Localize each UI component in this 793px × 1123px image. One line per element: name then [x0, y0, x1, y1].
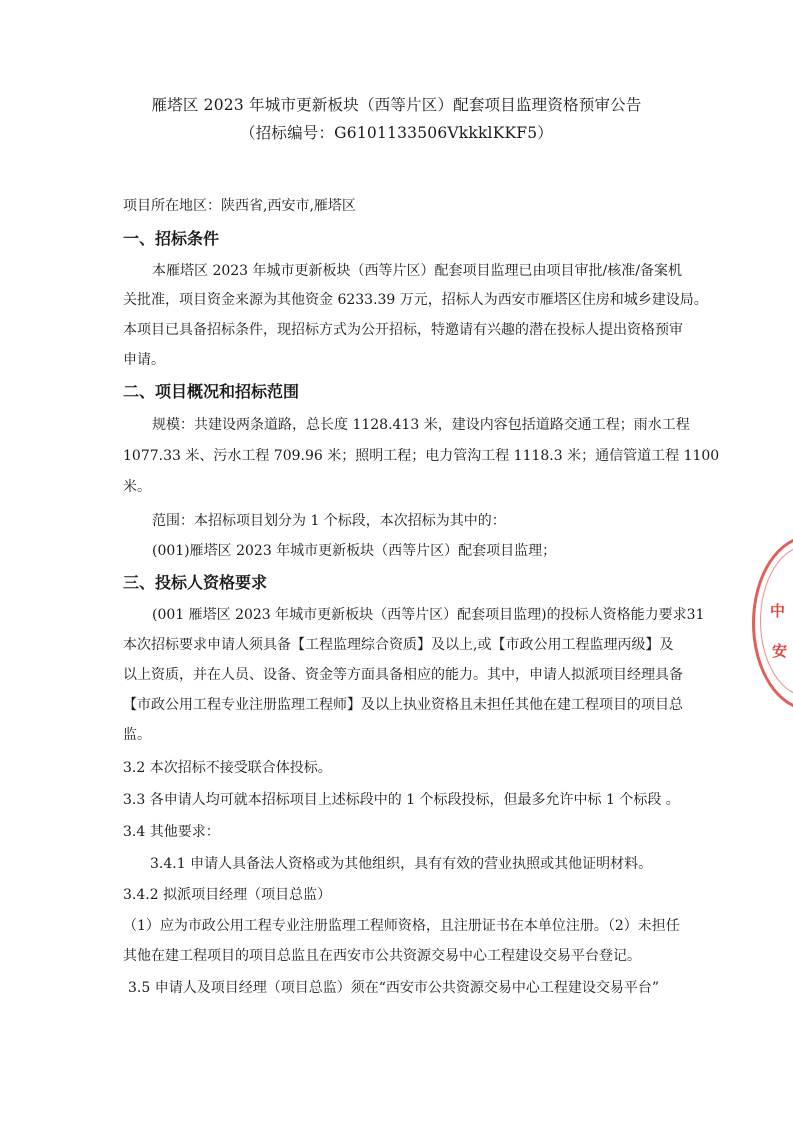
tender-number: （招标编号：G6101133506VkkklKKF5） [239, 124, 553, 142]
paragraph-line: (001 雁塔区 2023 年城市更新板块（西等片区）配套项目监理)的投标人资格能力要求31 [152, 607, 705, 623]
paragraph-line: （1）应为市政公用工程专业注册监理工程师资格，且注册证书在本单位注册。（2）未担任 [123, 918, 680, 934]
paragraph-line: 3.4 其他要求： [123, 824, 220, 840]
seal-character: 中 [770, 602, 786, 620]
paragraph-line: 规模：共建设两条道路，总长度 1128.413 米，建设内容包括道路交通工程；雨水工程 [152, 417, 690, 433]
section-heading-qualification: 三、投标人资格要求 [123, 573, 268, 592]
document-title: 雁塔区 2023 年城市更新板块（西等片区）配套项目监理资格预审公告 [151, 96, 642, 114]
paragraph-line: 3.2 本次招标不接受联合体投标。 [123, 760, 332, 776]
paragraph-line: 【市政公用工程专业注册监理工程师】及以上执业资格且未担任其他在建工程项目的项目总 [123, 697, 683, 713]
project-location: 项目所在地区：陕西省,西安市,雁塔区 [123, 198, 356, 214]
paragraph-line: 关批准，项目资金来源为其他资金 6233.39 万元，招标人为西安市雁塔区住房和城乡建设局。 [123, 292, 708, 308]
paragraph-line: 3.4.2 拟派项目经理（项目总监） [123, 887, 332, 903]
paragraph-line: 本次招标要求申请人须具备【工程监理综合资质】及以上,或【市政公用工程监理丙级】及 [123, 637, 674, 653]
paragraph-line: 米。 [123, 479, 151, 495]
paragraph-line: 1077.33 米、污水工程 709.96 米；照明工程；电力管沟工程 1118.3 米；通信管道工程 1100 [123, 448, 720, 464]
paragraph-line: 本雁塔区 2023 年城市更新板块（西等片区）配套项目监理已由项目审批/核准/备案机 [152, 263, 682, 279]
paragraph-line: 本项目已具备招标条件，现招标方式为公开招标，特邀请有兴趣的潜在投标人提出资格预审 [123, 322, 683, 338]
paragraph-line: 申请。 [123, 352, 165, 368]
paragraph-line: 范围：本招标项目划分为 1 个标段，本次招标为其中的： [152, 513, 506, 529]
paragraph-line: 监。 [123, 727, 151, 743]
paragraph-line: 3.4.1 申请人具备法人资格或为其他组织，具有有效的营业执照或其他证明材料。 [150, 856, 653, 872]
section-heading-bidding-conditions: 一、招标条件 [123, 229, 220, 248]
paragraph-line: 以上资质，并在人员、设备、资金等方面具备相应的能力。其中，申请人拟派项目经理具备 [123, 667, 683, 683]
paragraph-line: 3.5 申请人及项目经理（项目总监）须在“西安市公共资源交易中心工程建设交易平台” [128, 980, 660, 996]
seal-character: 安 [772, 642, 788, 660]
paragraph-line: 其他在建工程项目的项目总监且在西安市公共资源交易中心工程建设交易平台登记。 [123, 948, 641, 964]
section-heading-project-overview: 二、项目概况和招标范围 [123, 382, 300, 401]
paragraph-line: 3.3 各申请人均可就本招标项目上述标段中的 1 个标段投标，但最多允许中标 1 个标段 。 [123, 792, 680, 808]
paragraph-line: (001)雁塔区 2023 年城市更新板块（西等片区）配套项目监理； [152, 543, 557, 559]
